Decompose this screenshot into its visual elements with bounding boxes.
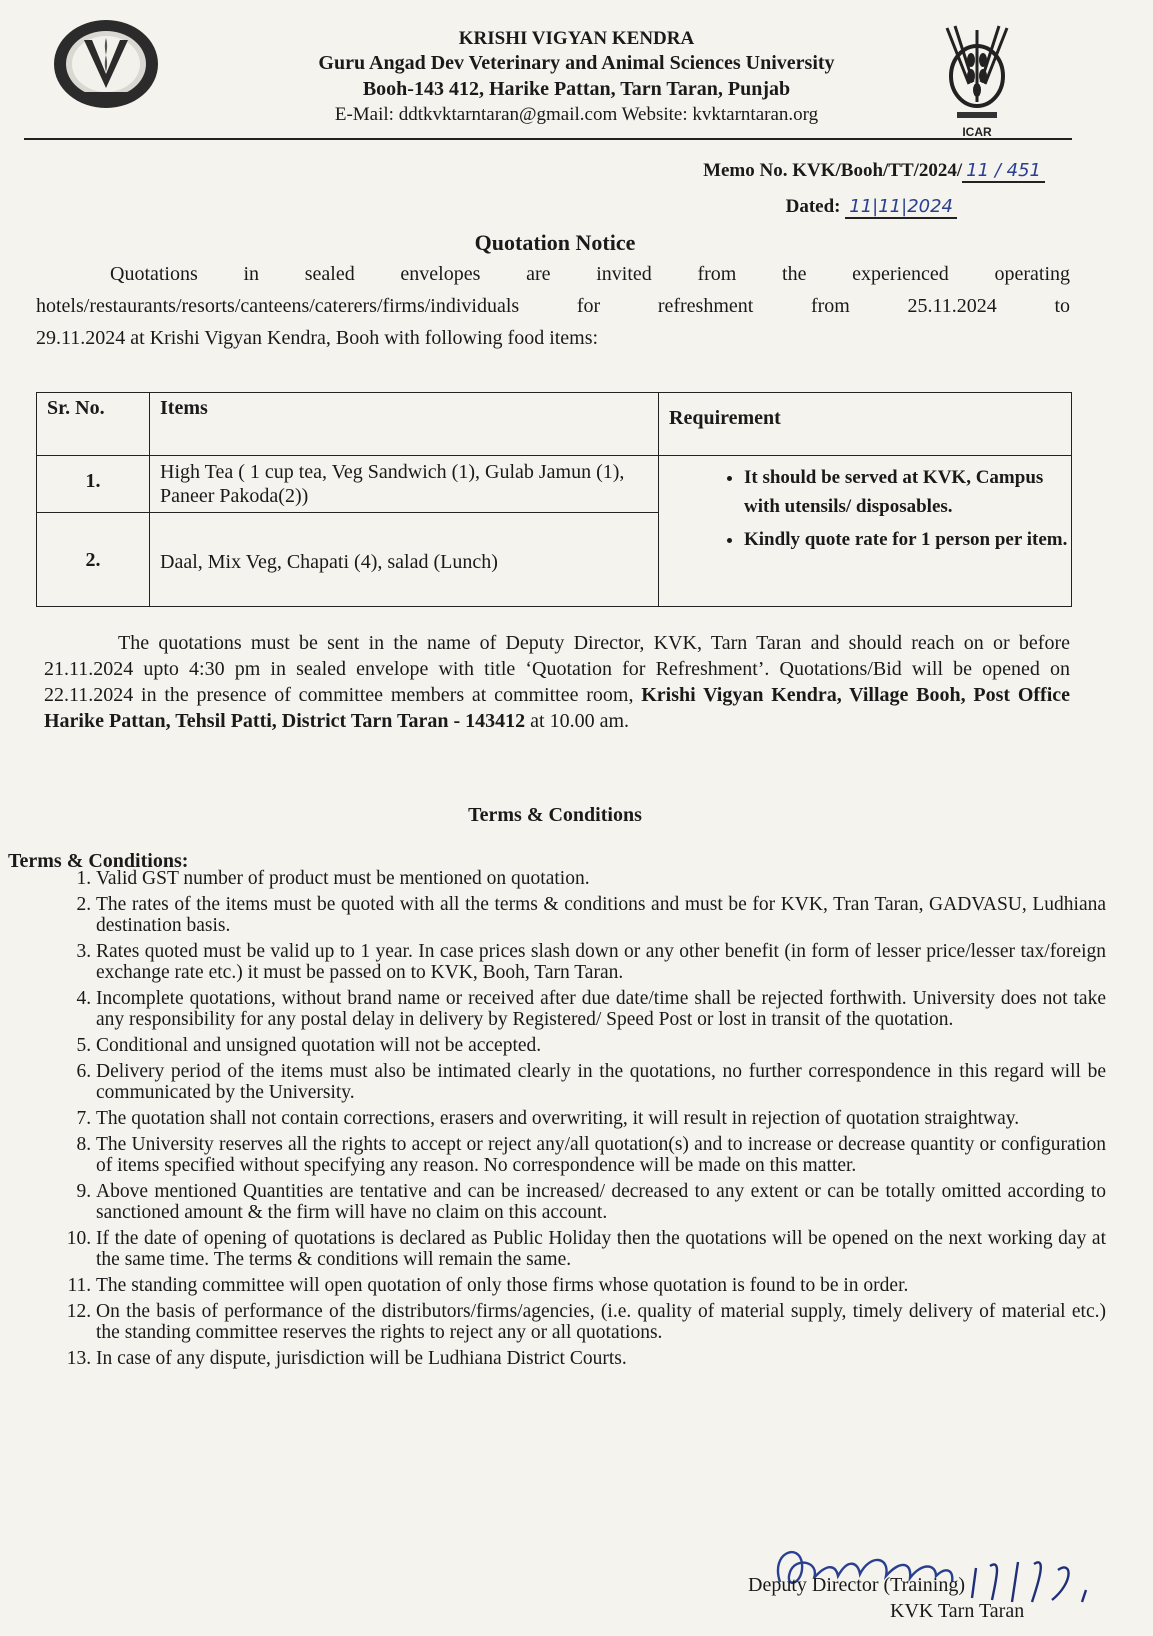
icar-logo-caption: ICAR [962, 125, 992, 139]
term-item: 3. Rates quoted must be valid up to 1 year. In case prices slash down or any other benefit (in form of lesser price/lesser tax/foreign exchange rate etc.) it must be passed on to KVK, Booh, Tarn Taran. [96, 941, 1106, 983]
requirement-item: • It should be served at KVK, Campus with utensils/ disposables. [744, 463, 1070, 521]
requirement-item: • Kindly quote rate for 1 person per item. [744, 525, 1070, 554]
terms-heading-left: Terms & Conditions: [8, 850, 189, 872]
term-item: 7. The quotation shall not contain corrections, erasers and overwriting, it will result in rejection of quotation straightway. [96, 1108, 1106, 1129]
term-item: 2. The rates of the items must be quoted with all the terms & conditions and must be for KVK, Tran Taran, GADVASU, Ludhiana destination basis. [96, 894, 1106, 936]
header-address: Booh-143 412, Harike Pattan, Tarn Taran, Punjab [362, 78, 791, 100]
term-item: 1. Valid GST number of product must be mentioned on quotation. [96, 868, 1106, 889]
terms-heading-center: Terms & Conditions [468, 804, 642, 826]
notice-title: Quotation Notice [474, 230, 636, 255]
dated-label: Dated: [785, 196, 841, 217]
row1-item: High Tea ( 1 cup tea, Veg Sandwich (1), Gulab Jamun (1), Paneer Pakoda(2)) [150, 456, 659, 513]
term-item: 12. On the basis of performance of the distributors/firms/agencies, (i.e. quality of material supply, timely delivery of material etc.) the standing committee reserves the rights to reject any or all quotations. [96, 1301, 1106, 1343]
memo-date [786, 196, 957, 218]
food-items-table [36, 392, 1072, 607]
header-university: Guru Angad Dev Veterinary and Animal Sciences University [318, 52, 835, 74]
header-sr-no: Sr. No. [37, 393, 150, 456]
header-title: KRISHI VIGYAN KENDRA [458, 28, 695, 49]
row2-item: Daal, Mix Veg, Chapati (4), salad (Lunch) [150, 513, 659, 607]
table-header-row [37, 393, 1072, 456]
header-requirement: Requirement [659, 393, 1072, 456]
dated-handwritten: 11|11|2024 [845, 196, 957, 219]
term-item: 4. Incomplete quotations, without brand name or received after due date/time shall be rejected forthwith. University does not take any responsibility for any postal delay in delivery by Registered/ Speed Post or lost in transit of the quotation. [96, 988, 1106, 1030]
term-item: 13. In case of any dispute, jurisdiction will be Ludhiana District Courts. [96, 1348, 1106, 1369]
notice-intro-line3: 29.11.2024 at Krishi Vigyan Kendra, Booh with following food items: [36, 327, 599, 349]
notice-intro-line1: Quotations in sealed envelopes are invited from the experienced operating [110, 263, 1070, 285]
term-item: 8. The University reserves all the rights to accept or reject any/all quotation(s) and to increase or decrease quantity or configuration of items specified without specifying any reason. No correspondence will be made on this matter. [96, 1134, 1106, 1176]
term-item: 10. If the date of opening of quotations is declared as Public Holiday then the quotations will be opened on the next working day at the same time. The terms & conditions will remain the same. [96, 1228, 1106, 1270]
submission-venue: Krishi Vigyan Kendra, Village Booh, Post Office Harike Pattan, Tehsil Patti, District Tarn Taran - 143412 [44, 684, 1071, 732]
submission-text: The quotations must be sent in the name of Deputy Director, KVK, Tarn Taran and should reach on or before 21.11.2024 upto 4:30 pm in sealed envelope with title ‘Quotation for Refreshment’. Quotations/Bid will be opened on 22.11.2024 in the presence of committee members at committee room, [44, 632, 1070, 706]
header-divider [24, 138, 1072, 140]
notice-intro [36, 258, 1070, 354]
row2-sr: 2. [37, 513, 150, 607]
signatory-title: Deputy Director (Training) [748, 1574, 965, 1596]
memo-label: Memo No. KVK/Booh/TT/2024/ [703, 160, 963, 181]
memo-handwritten-number: 11 / 451 [962, 160, 1045, 183]
term-item: 5. Conditional and unsigned quotation will not be accepted. [96, 1035, 1106, 1056]
submission-paragraph [44, 630, 1070, 734]
term-item: 9. Above mentioned Quantities are tentative and can be increased/ decreased to any extent or can be totally omitted according to sanctioned amount & the firm will have no claim on this account. [96, 1181, 1106, 1223]
header-items: Items [150, 393, 659, 456]
memo-number [703, 160, 1045, 182]
term-item: 11. The standing committee will open quotation of only those firms whose quotation is found to be in order. [96, 1275, 1106, 1296]
signatory-office: KVK Tarn Taran [890, 1600, 1025, 1622]
header-contact: E-Mail: ddtkvktarntaran@gmail.com Website: kvktarntaran.org [334, 104, 819, 125]
row1-sr: 1. [37, 456, 150, 513]
terms-list [62, 868, 1106, 1374]
submission-time: at 10.00 am. [525, 710, 630, 732]
notice-intro-line2: hotels/restaurants/resorts/canteens/caterers/firms/individuals for refreshment from 25.11.2024 to [36, 295, 1070, 317]
table-row [37, 456, 1072, 513]
term-item: 6. Delivery period of the items must also be intimated clearly in the quotations, no further correspondence in this regard will be communicated by the University. [96, 1061, 1106, 1103]
icar-wheat-logo [935, 24, 1019, 142]
requirements-cell [659, 456, 1072, 607]
